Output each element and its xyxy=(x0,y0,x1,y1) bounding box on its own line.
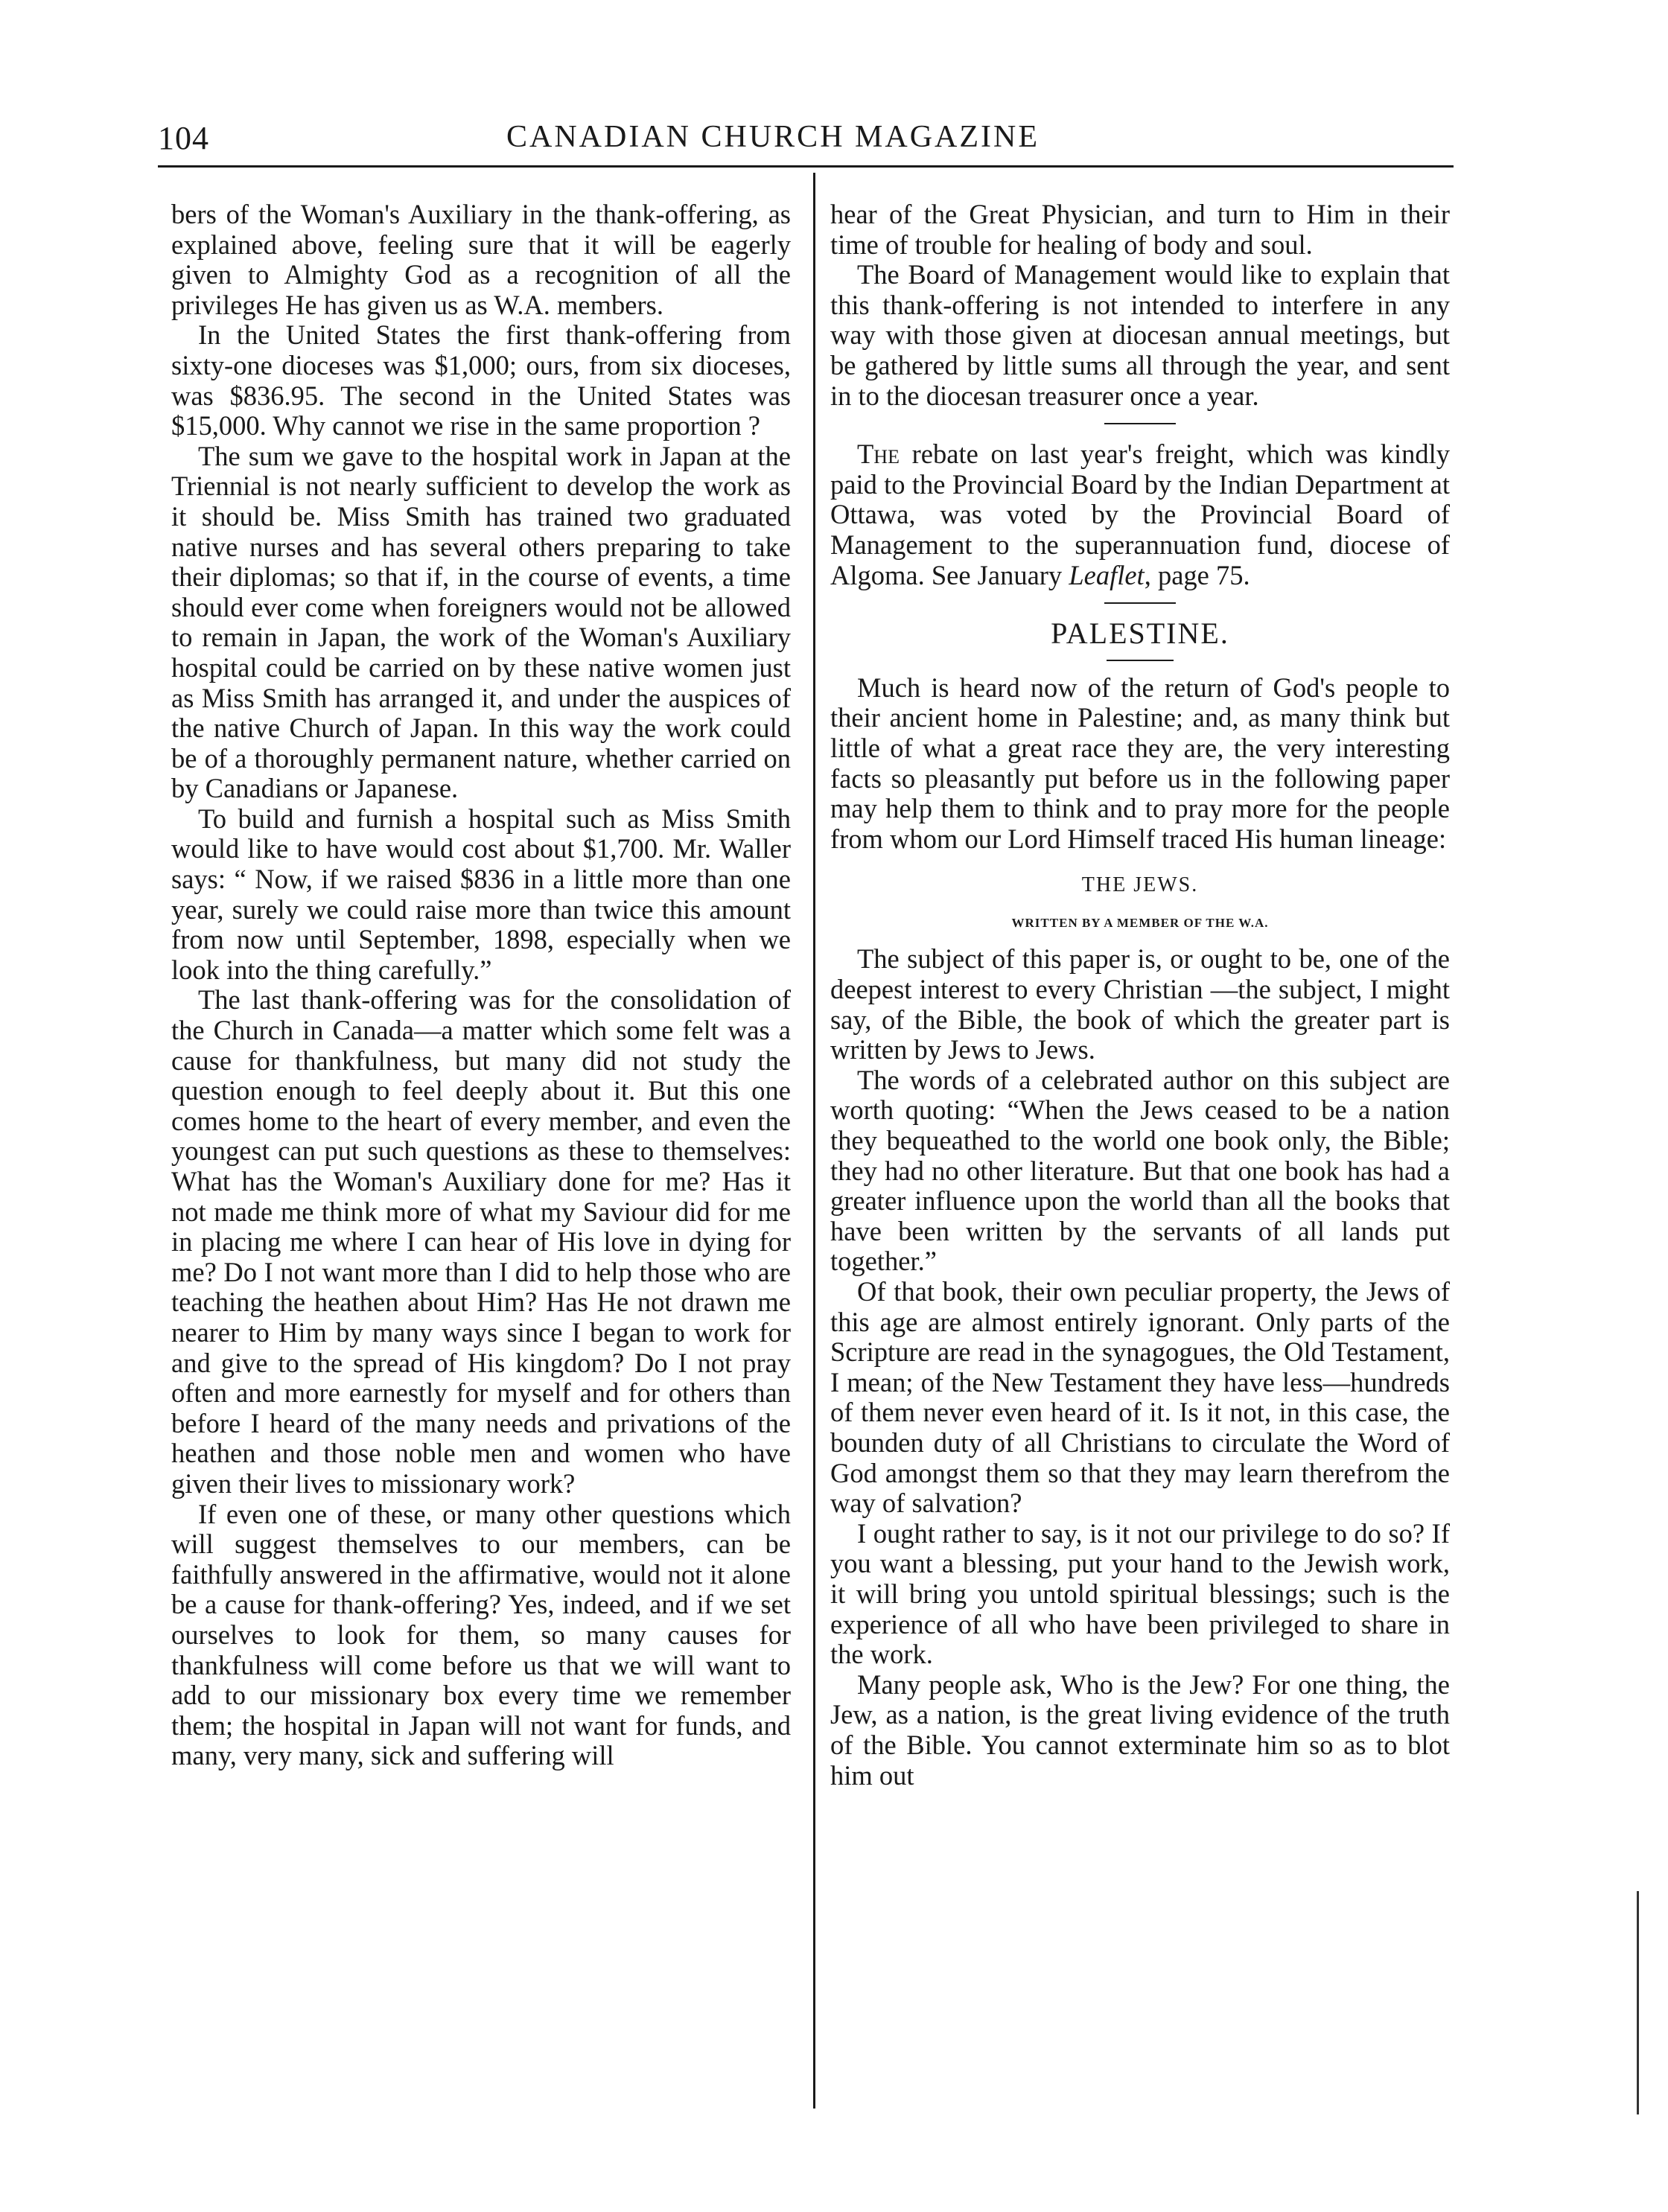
paragraph: bers of the Woman's Auxiliary in the thank-offering, as explained above, feeling sure that it will be eagerly given to Almighty God as a recognition of all the privileges He has given us as W.A. members. xyxy=(171,199,791,320)
paragraph: To build and furnish a hospital such as Miss Smith would like to have would cost about $1,700. Mr. Waller says: “ Now, if we raised $836 in a little more than one year, surely we could raise more than twice this amount from now until September, 1898, especially when we look into the thing carefully.” xyxy=(171,803,791,985)
paragraph: I ought rather to say, is it not our privilege to do so? If you want a blessing, put your hand to the Jewish work, it will bring you untold spiritual blessings; such is the experience of all who have been privileged to share in the work. xyxy=(830,1517,1450,1670)
column-divider xyxy=(813,173,815,2109)
paragraph xyxy=(830,439,1450,590)
paragraph: The Board of Management would like to explain that this thank-offering is not intended to interfere in any way with those given at diocesan annual meetings, but be gathered by little sums all through the year, and sent in to the diocesan treasurer once a year. xyxy=(830,259,1450,411)
section-rule xyxy=(1107,660,1174,661)
text-run: rebate on last year's freight, which was kindly paid to the Provincial Board by the Indian Department at Ottawa, was voted by the Provincial Board of Management to the superannuation fund, diocese of Algoma. See January xyxy=(830,439,1450,590)
paragraph: Many people ask, Who is the Jew? For one thing, the Jew, as a nation, is the great living evidence of the truth of the Bible. You cannot exterminate him so as to blot him out xyxy=(830,1668,1450,1791)
paragraph: The words of a celebrated author on this subject are worth quoting: “When the Jews ceased to be a nation they bequeathed to the world one book only, the Bible; they had no other literature. But that one book has had a greater influence upon the world than all the books that have been written by the servants of all lands put together.” xyxy=(830,1064,1450,1277)
left-column xyxy=(171,200,791,1771)
paragraph: Of that book, their own peculiar property, the Jews of this age are almost entirely ignorant. Only parts of the Scripture are read in the synagogues, the Old Testament, I mean; of the New Testament they have less—hundreds of them never even heard of it. Is it not, in this case, the bounden duty of all Christians to circulate the Word of God amongst them so that they may learn therefrom the way of salvation? xyxy=(830,1276,1450,1519)
paragraph: The last thank-offering was for the consolidation of the Church in Canada—a matter which some felt was a cause for thankfulness, but many did not study the question enough to feel deeply about it. But this one comes home to the heart of every member, and even the youngest can put such questions as these to themselves: What has the Woman's Auxiliary done for me? Has it not made me think more of what my Saviour did for me in placing me where I can hear of His love in dying for me? Do I not want more than I did to help those who are teaching the heathen about Him? Has He not drawn me nearer to Him by many ways since I began to work for and give to the spread of His kingdom? Do I not pray often and more earnestly for myself and for others than before I heard of the many needs and privations of the heathen and those noble men and women who have given their lives to missionary work? xyxy=(171,984,791,1499)
text-run: , page 75. xyxy=(1144,559,1250,590)
paragraph: The subject of this paper is, or ought to be, one of the deepest interest to every Christian —the subject, I might say, of the Bible, the book of which the greater part is written by Jews to Jews. xyxy=(830,943,1450,1065)
article-title: THE JEWS. xyxy=(1081,873,1199,897)
separator-rule xyxy=(1104,423,1176,424)
binding-edge-mark xyxy=(1637,1891,1639,2114)
paragraph: The sum we gave to the hospital work in Japan at the Triennial is not nearly sufficient to develop the work as it should be. Miss Smith has trained two graduated native nurses and has several others preparing to take their diplomas; so that if, in the course of events, a time should ever come when foreigners would not be allowed to remain in Japan, the work of the Woman's Auxiliary hospital could be carried on by these native women just as Miss Smith has arranged it, and under the auspices of the native Church of Japan. In this way the work could be of a thoroughly permanent nature, whether carried on by Canadians or Japanese. xyxy=(171,440,791,804)
section-heading: PALESTINE. xyxy=(1051,616,1229,651)
running-head: CANADIAN CHURCH MAGAZINE xyxy=(506,120,1040,154)
byline: WRITTEN BY A MEMBER OF THE W.A. xyxy=(1011,915,1269,930)
leaflet-title: Leaflet xyxy=(1069,559,1145,590)
paragraph: hear of the Great Physician, and turn to Him in their time of trouble for healing of body and soul. xyxy=(830,199,1450,260)
header-rule xyxy=(158,165,1454,168)
paragraph: Much is heard now of the return of God's people to their ancient home in Palestine; and, as many think but little of what a great race they are, the very interesting facts so pleasantly put before us in the following paper may help them to think and to pray more for the people from whom our Lord Himself traced His human lineage: xyxy=(830,672,1450,854)
page-number: 104 xyxy=(158,120,209,156)
lead-word: The xyxy=(857,439,900,470)
paragraph: If even one of these, or many other questions which will suggest themselves to our members, can be faithfully answered in the affirmative, would not it alone be a cause for thank-offering? Yes, indeed, and if we set ourselves to look for them, so many causes for thankfulness will come before us that we will want to add to our missionary box every time we remember them; the hospital in Japan will not want for funds, and many, very many, sick and suffering will xyxy=(171,1498,791,1771)
right-column xyxy=(830,200,1450,1791)
paragraph: In the United States the first thank-offering from sixty-one dioceses was $1,000; ours, from six dioceses, was $836.95. The second in the United States was $15,000. Why cannot we rise in the same proportion ? xyxy=(171,319,791,442)
separator-rule xyxy=(1104,602,1176,604)
